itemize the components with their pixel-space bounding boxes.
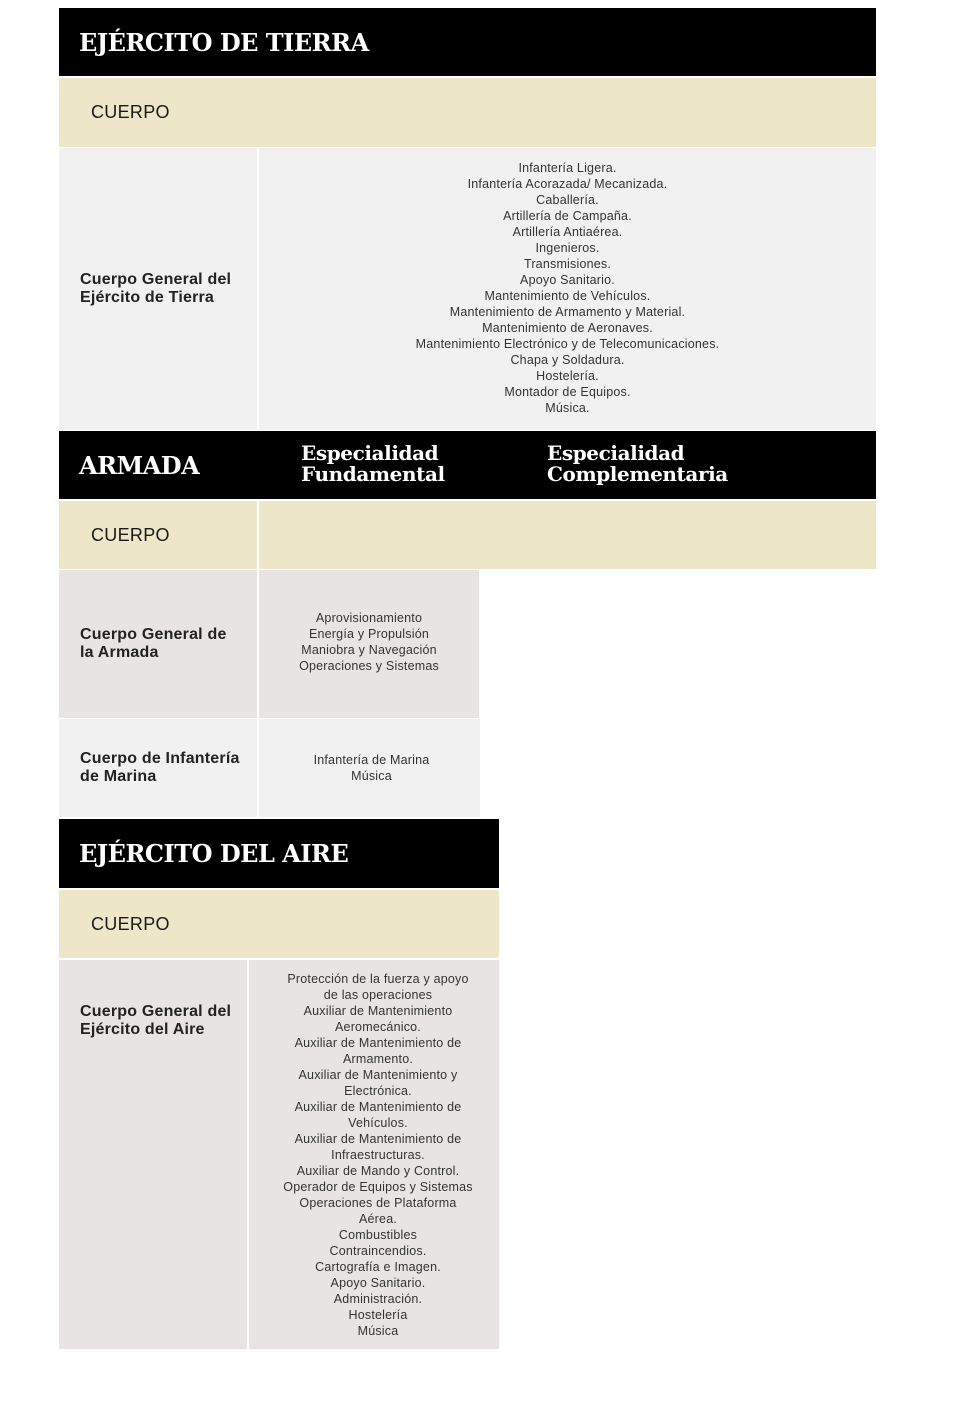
ejercito-tierra-row-name-cell — [59, 148, 257, 430]
list-item: Operaciones de Plataforma — [299, 1196, 457, 1210]
armada-header — [59, 431, 876, 499]
list-item: Chapa y Soldadura. — [510, 353, 625, 367]
cuerpo-label: CUERPO — [91, 913, 170, 934]
ejercito-tierra-specialties-cell — [259, 148, 876, 430]
list-item: Infantería Acorazada/ Mecanizada. — [467, 177, 668, 191]
list-item: de las operaciones — [323, 988, 433, 1002]
list-item: Administración. — [333, 1292, 423, 1306]
armada-col-fundamental: Especialidad Fundamental — [301, 441, 445, 486]
armada-title: ARMADA — [79, 450, 200, 480]
ejercito-tierra-header — [59, 8, 876, 76]
list-item: Auxiliar de Mantenimiento de — [294, 1132, 462, 1146]
list-item: Hostelería — [348, 1308, 408, 1322]
list-item: Aprovisionamiento — [315, 611, 423, 625]
list-item: Montador de Equipos. — [504, 385, 631, 399]
list-item: Mantenimiento de Vehículos. — [484, 289, 651, 303]
row-name: Cuerpo General del Ejército del Aire — [80, 1003, 232, 1038]
specialties-list — [249, 971, 499, 1339]
list-item: Transmisiones. — [523, 257, 612, 271]
list-item: Aérea. — [358, 1212, 398, 1226]
specialties-list — [259, 610, 479, 674]
ejercito-tierra-title: EJÉRCITO DE TIERRA — [79, 27, 369, 57]
list-item: Armamento. — [342, 1052, 414, 1066]
list-item: Infraestructuras. — [331, 1148, 425, 1162]
list-item: Apoyo Sanitario. — [520, 273, 615, 287]
ejercito-aire-header — [59, 819, 499, 888]
list-item: Apoyo Sanitario. — [330, 1276, 426, 1290]
list-item: Mantenimiento de Aeronaves. — [482, 321, 653, 335]
list-item: Vehículos. — [348, 1116, 408, 1130]
list-item: Maniobra y Navegación — [301, 643, 437, 657]
armada-row-name-cell — [59, 719, 257, 817]
ejercito-aire-cuerpo-header — [59, 890, 499, 958]
cuerpo-label: CUERPO — [91, 524, 170, 545]
list-item: Operador de Equipos y Sistemas — [283, 1180, 473, 1194]
list-item: Música — [351, 769, 392, 783]
row-name: Cuerpo General de la Armada — [80, 626, 227, 661]
list-item: Música. — [545, 401, 590, 415]
armada-col-complementaria: Especialidad Complementaria — [547, 441, 728, 486]
list-item: Electrónica. — [344, 1084, 412, 1098]
row-name: Cuerpo de Infantería de Marina — [80, 750, 240, 785]
ejercito-aire-row-name-cell — [59, 960, 247, 1349]
ejercito-tierra-cuerpo-header — [59, 78, 876, 147]
list-item: Energía y Propulsión — [308, 627, 430, 641]
armada-cuerpo-header-blank — [259, 501, 876, 569]
list-item: Infantería de Marina — [313, 753, 430, 767]
list-item: Infantería Ligera. — [518, 161, 617, 175]
list-item: Auxiliar de Mantenimiento y — [298, 1068, 458, 1082]
list-item: Auxiliar de Mantenimiento de — [294, 1036, 462, 1050]
row-name: Cuerpo General del Ejército de Tierra — [80, 271, 232, 306]
list-item: Artillería de Campaña. — [503, 209, 632, 223]
specialties-list — [259, 752, 480, 784]
armada-cuerpo-header — [59, 501, 257, 569]
list-item: Caballería. — [536, 193, 599, 207]
list-item: Operaciones y Sistemas — [299, 659, 439, 673]
list-item: Auxiliar de Mando y Control. — [296, 1164, 460, 1178]
list-item: Combustibles — [338, 1228, 418, 1242]
list-item: Aeromecánico. — [335, 1020, 421, 1034]
list-item: Artillería Antiaérea. — [512, 225, 623, 239]
ejercito-aire-specialties-cell — [249, 960, 499, 1349]
armada-row-name-cell — [59, 570, 257, 718]
list-item: Música — [357, 1324, 399, 1338]
list-item: Protección de la fuerza y apoyo — [287, 972, 469, 986]
list-item: Auxiliar de Mantenimiento — [303, 1004, 453, 1018]
list-item: Mantenimiento Electrónico y de Telecomunicaciones. — [415, 337, 720, 351]
list-item: Auxiliar de Mantenimiento de — [294, 1100, 462, 1114]
list-item: Ingenieros. — [535, 241, 600, 255]
ejercito-aire-title: EJÉRCITO DEL AIRE — [79, 839, 349, 868]
specialties-list — [259, 160, 876, 416]
armada-specialties-cell — [259, 570, 479, 718]
list-item: Mantenimiento de Armamento y Material. — [449, 305, 686, 319]
list-item: Cartografía e Imagen. — [315, 1260, 441, 1274]
list-item: Hostelería. — [536, 369, 599, 383]
list-item: Contraincendios. — [329, 1244, 427, 1258]
armada-specialties-cell — [259, 719, 480, 817]
cuerpo-label: CUERPO — [91, 102, 170, 122]
